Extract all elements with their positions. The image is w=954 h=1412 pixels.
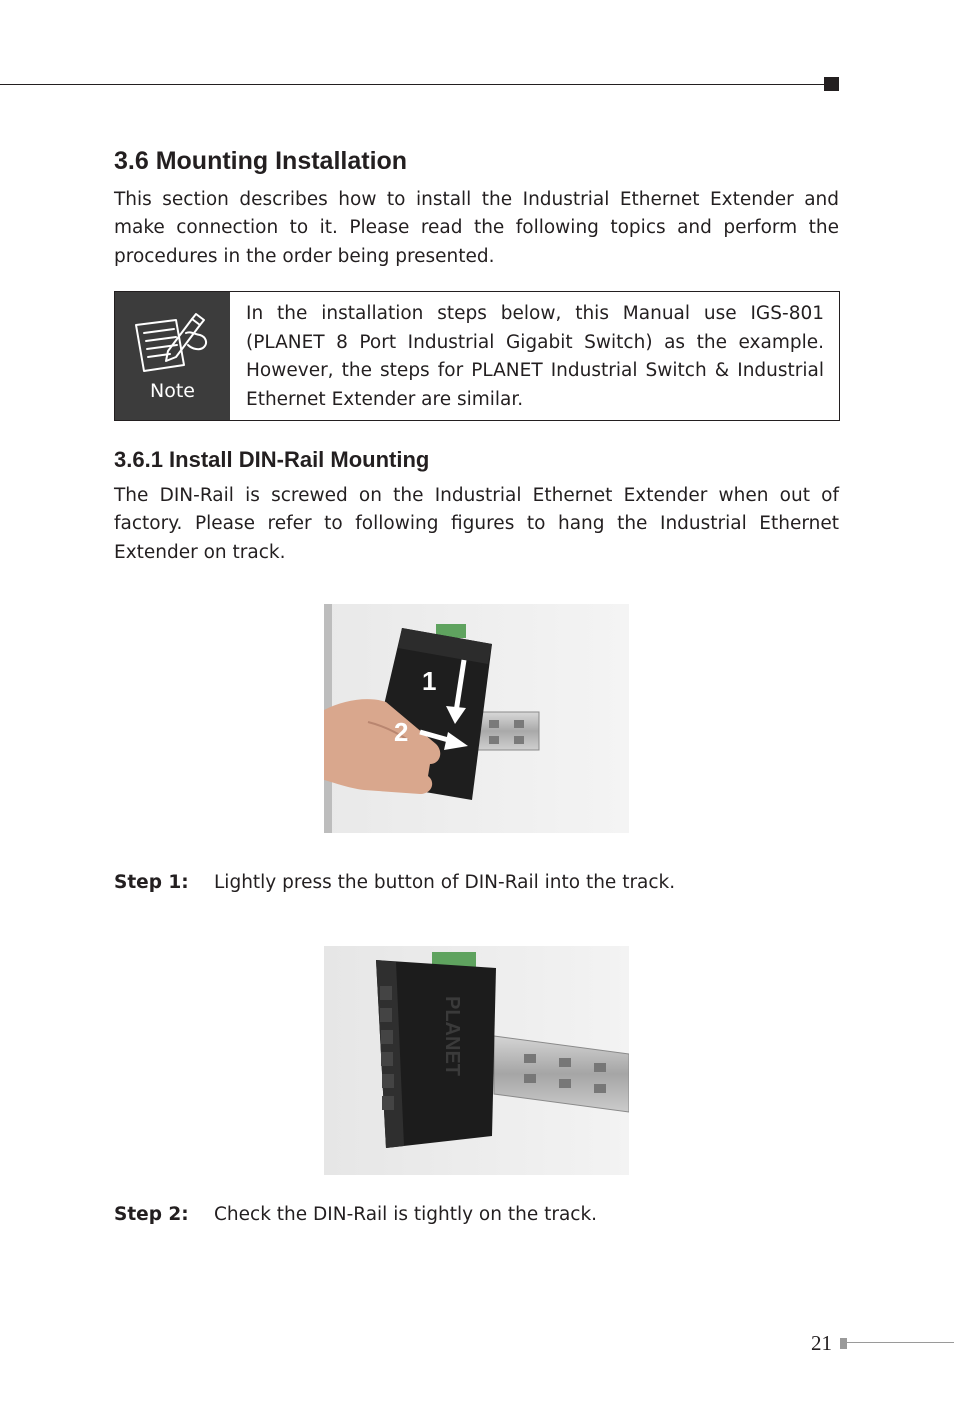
subsection-text: The DIN-Rail is screwed on the Industrial Ethernet Extender when out of factory. Please refer to following figures to hang the Industrial Ethernet Extender on track. bbox=[114, 485, 839, 563]
din-rail-photo-step2 bbox=[324, 946, 629, 1175]
din-rail-photo-step1 bbox=[324, 604, 629, 833]
step-1-text: Lightly press the button of DIN-Rail into the track. bbox=[214, 872, 676, 893]
arrow-marker-1: 1 bbox=[422, 666, 437, 696]
note-pencil-icon bbox=[130, 311, 214, 377]
footer-rule bbox=[847, 1342, 954, 1343]
device-logo: PLANET bbox=[441, 996, 463, 1076]
step-1-label: Step 1: bbox=[114, 872, 189, 893]
footer-square-marker bbox=[840, 1338, 847, 1349]
section-intro: This section describes how to install the Industrial Ethernet Extender and make connection to it. Please read the following topics and perform the procedures in the order being presented. bbox=[114, 189, 839, 267]
subsection-title: 3.6.1 Install DIN-Rail Mounting bbox=[114, 447, 430, 472]
note-text: In the installation steps below, this Manual use IGS-801 (PLANET 8 Port Industrial Gigabit Switch) as the example. However, the steps for PLANET Industrial Switch & Industrial Ethernet Extender are similar. bbox=[246, 303, 824, 410]
note-label: Note bbox=[150, 380, 195, 402]
arrow-marker-2: 2 bbox=[394, 717, 409, 747]
header-square-marker bbox=[824, 77, 839, 91]
header-rule bbox=[0, 84, 826, 85]
note-box bbox=[114, 291, 840, 421]
note-sidebar bbox=[115, 292, 230, 420]
step-2-text: Check the DIN-Rail is tightly on the track. bbox=[214, 1204, 598, 1225]
section-title: 3.6 Mounting Installation bbox=[114, 147, 408, 175]
step-2-label: Step 2: bbox=[114, 1204, 189, 1225]
page-number: 21 bbox=[811, 1331, 832, 1355]
